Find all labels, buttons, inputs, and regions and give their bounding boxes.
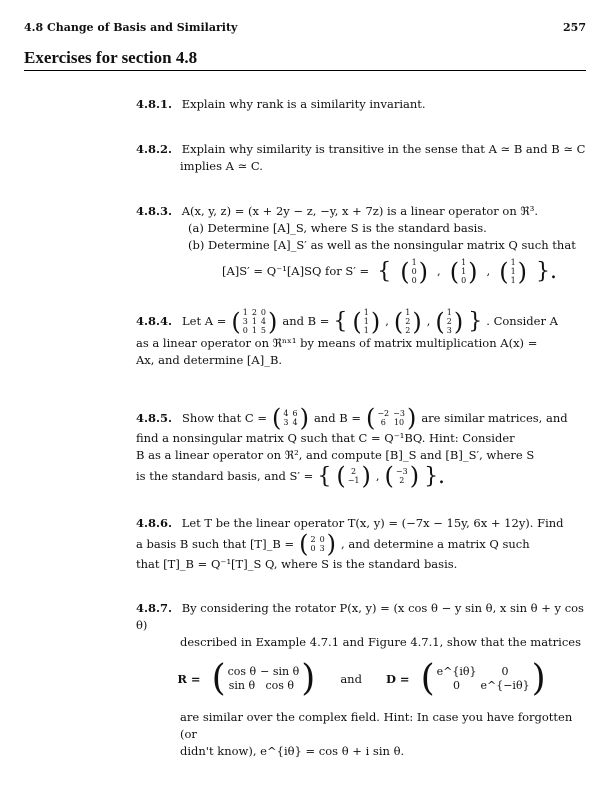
- exercise-4-8-7: [136, 600, 588, 760]
- and-label: and B =: [313, 410, 361, 425]
- exercise-line: a basis B such that [T]_B =: [136, 536, 295, 551]
- equation-row: [136, 532, 588, 556]
- exercise-number: 4.8.4.: [136, 314, 173, 328]
- exercise-line: By considering the rotator P(x, y) = (x cos θ − y sin θ, x sin θ + y cos θ): [136, 601, 584, 632]
- exercise-line: is the standard basis, and S′ =: [136, 468, 314, 483]
- part-a: (a) Determine [A]_S, where S is the standard basis.: [188, 221, 487, 235]
- exercise-line: B as a linear operator on ℜ², and compute [B]_S and [B]_S′, where S: [136, 448, 535, 462]
- open-brace: {: [377, 259, 392, 284]
- matrix-a: ( 1 2 0 3 1 4 0 1 5 ): [231, 307, 278, 336]
- basis-vector-3: ( 1 1 1 ): [499, 257, 528, 286]
- equation-row: [A]S′ = Q⁻¹[A]SQ for S′ = { ( 1 0 0 ) , ( 1 1 0 ) , ( 1 1 1 ) }.: [222, 257, 558, 286]
- exercise-line: Explain why similarity is transitive in the sense that A ≃ B and B ≃ C: [181, 142, 586, 156]
- exercise-line: , and determine a matrix Q such: [341, 536, 530, 551]
- basis-vector-2: ( 1 2 2 ): [393, 307, 422, 336]
- exercise-line: find a nonsingular matrix Q such that C = Q⁻¹BQ. Hint: Consider: [136, 431, 515, 445]
- section-title: Exercises for section 4.8: [24, 48, 198, 67]
- title-rule: [24, 70, 586, 71]
- exercise-4-8-1: [136, 96, 588, 113]
- and-label: and B =: [282, 314, 330, 328]
- part-b: (b) Determine [A]_S′ as well as the nonsingular matrix Q such that: [188, 238, 576, 252]
- matrix-d: ( e^{iθ} 0 0 e^{−iθ} ): [420, 658, 546, 699]
- exercise-number: 4.8.1.: [136, 97, 173, 111]
- close-brace: }.: [536, 259, 558, 284]
- exercise-line: are similar matrices, and: [421, 410, 568, 425]
- exercise-line: described in Example 4.7.1 and Figure 4.7.1, show that the matrices: [180, 635, 581, 649]
- exercise-4-8-2: [136, 141, 588, 175]
- exercise-line: are similar over the complex field. Hint: In case you have forgotten (or: [180, 710, 573, 741]
- exercise-4-8-6: [136, 515, 588, 573]
- basis-vector-2: ( 1 1 0 ): [449, 257, 478, 286]
- equation-row: [136, 406, 588, 430]
- page-number: 257: [563, 21, 586, 34]
- basis-vector-1: ( 2 −1 ): [336, 462, 371, 490]
- equation-left: [A]S′ = Q⁻¹[A]SQ for S′ =: [222, 264, 370, 278]
- exercise-number: 4.8.5.: [136, 410, 173, 425]
- equation-row: is the standard basis, and S′ = { ( 2 −1 ) , ( −3 2 ) }.: [136, 462, 446, 490]
- basis-vector-1: ( 1 1 1 ): [352, 307, 381, 336]
- exercise-line: implies A ≃ C.: [180, 159, 263, 173]
- d-label: D =: [385, 671, 410, 686]
- exercise-line: that [T]_B = Q⁻¹[T]_S Q, where S is the standard basis.: [136, 557, 458, 571]
- equation-row: 4.8.4. Let A = ( 1 2 0 3 1 4 0 1 5 ) and B = { ( 1 1 1 ) , ( 1 2 2 ) , ( 1 2 3 ) } . Consider A: [136, 307, 558, 336]
- matrix-b: ( −2 −3 6 10 ): [365, 404, 417, 432]
- matrix-r: ( cos θ − sin θ sin θ cos θ ): [211, 658, 316, 699]
- equation-row: [136, 658, 588, 699]
- exercise-number: 4.8.6.: [136, 516, 173, 530]
- consider-text: . Consider A: [486, 314, 558, 328]
- exercise-4-8-3: [136, 203, 588, 285]
- running-header: [24, 21, 586, 34]
- exercise-4-8-5: [136, 406, 588, 488]
- matrix-c: ( 4 6 3 4 ): [272, 404, 309, 432]
- exercise-line: didn't know), e^{iθ} = cos θ + i sin θ.: [180, 744, 405, 758]
- exercise-number: 4.8.3.: [136, 204, 173, 218]
- basis-vector-2: ( −3 2 ): [384, 462, 420, 490]
- exercise-text: Explain why rank is a similarity invariant.: [181, 97, 426, 111]
- exercise-line: A(x, y, z) = (x + 2y − z, −y, x + 7z) is a linear operator on ℜ³.: [181, 204, 539, 218]
- let-label: Let A =: [182, 314, 227, 328]
- matrix-t: ( 2 0 0 3 ): [299, 530, 337, 558]
- basis-vector-1: ( 1 0 0 ): [400, 257, 429, 286]
- section-reference: 4.8 Change of Basis and Similarity: [24, 21, 238, 34]
- and-label: and: [340, 671, 362, 686]
- show-label: Show that C =: [182, 410, 267, 425]
- r-label: R =: [177, 671, 201, 686]
- exercise-line: Ax, and determine [A]_B.: [136, 353, 283, 367]
- exercise-line: Let T be the linear operator T(x, y) = (−7x − 15y, 6x + 12y). Find: [181, 516, 564, 530]
- basis-vector-3: ( 1 2 3 ): [435, 307, 464, 336]
- exercise-line: as a linear operator on ℜⁿˣ¹ by means of matrix multiplication A(x) =: [136, 336, 538, 350]
- exercise-4-8-4: [136, 308, 588, 369]
- exercise-number: 4.8.2.: [136, 142, 173, 156]
- exercise-number: 4.8.7.: [136, 601, 173, 615]
